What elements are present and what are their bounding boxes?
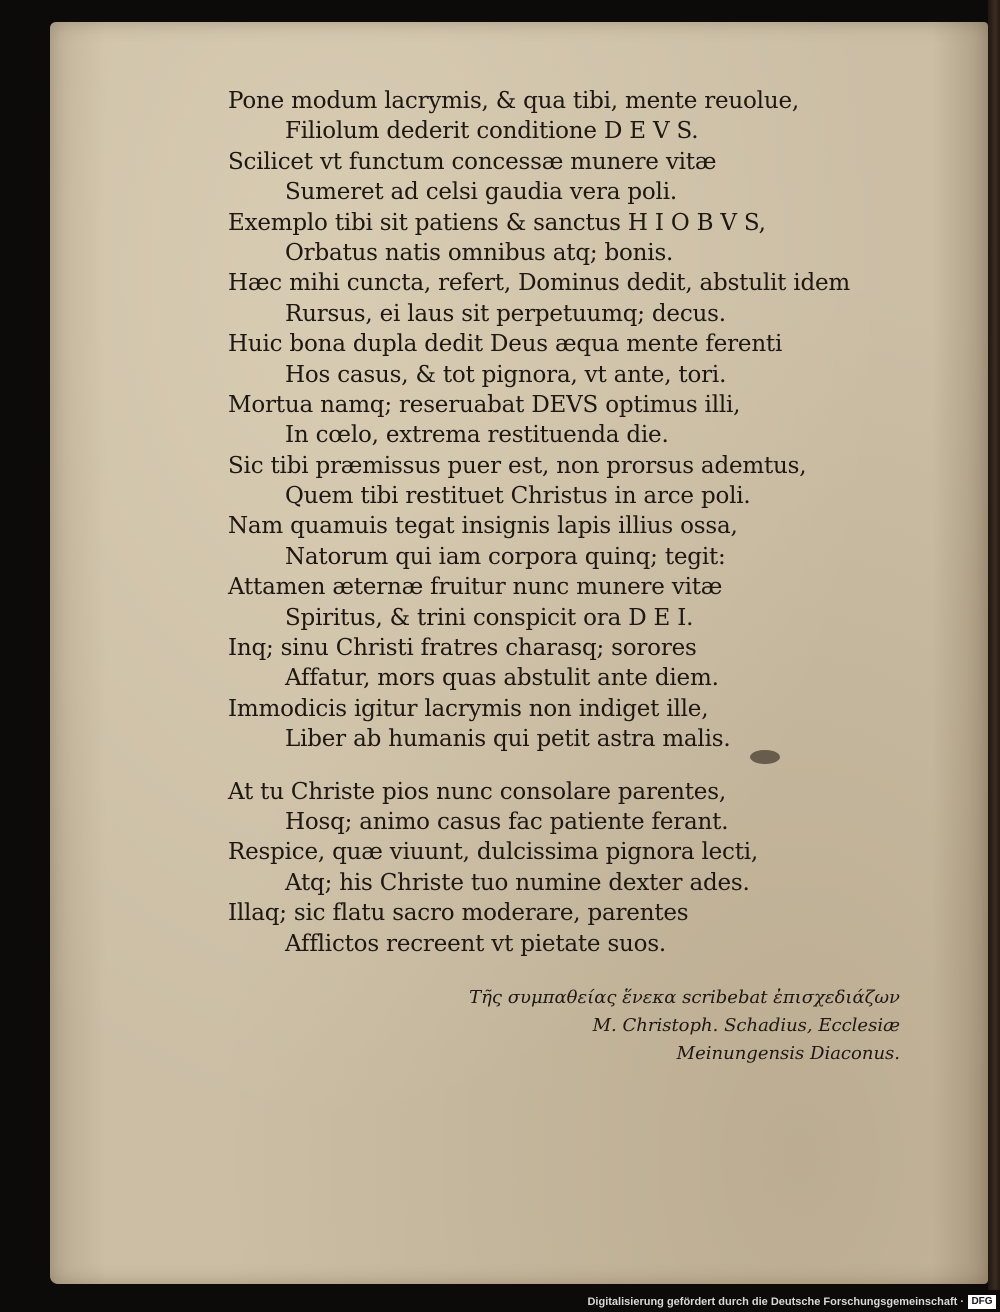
digitization-credit: Digitalisierung gefördert durch die Deutsche Forschungsgemeinschaft · bbox=[587, 1296, 964, 1308]
ink-blot bbox=[750, 750, 780, 764]
poem-line: Sic tibi præmissus puer est, non prorsus ademtus, bbox=[228, 452, 807, 479]
poem-line: Afflictos recreent vt pietate suos. bbox=[285, 930, 667, 957]
poem-line: Exemplo tibi sit patiens & sanctus H I O B V S, bbox=[228, 209, 766, 236]
poem-line: Huic bona dupla dedit Deus æqua mente ferenti bbox=[228, 331, 783, 358]
poem-line: Natorum qui iam corpora quinq; tegit: bbox=[285, 543, 726, 570]
poem-line: Rursus, ei laus sit perpetuumq; decus. bbox=[285, 300, 726, 327]
poem-line: Attamen æternæ fruitur nunc munere vitæ bbox=[228, 574, 723, 601]
poem-line: Pone modum lacrymis, & qua tibi, mente reuolue, bbox=[228, 88, 799, 114]
poem-line: At tu Christe pios nunc consolare parentes, bbox=[228, 778, 726, 805]
poem-line: Orbatus natis omnibus atq; bonis. bbox=[285, 239, 674, 266]
stanza-1 bbox=[228, 86, 908, 755]
poem-line: In cœlo, extrema restituenda die. bbox=[285, 422, 669, 449]
poem-line: Nam quamuis tegat insignis lapis illius ossa, bbox=[228, 513, 738, 540]
poem-line: Affatur, mors quas abstulit ante diem. bbox=[285, 665, 719, 692]
stanza-2 bbox=[228, 777, 908, 959]
poem-line: Mortua namq; reseruabat DEVS optimus illi, bbox=[228, 391, 741, 418]
poem-line: Immodicis igitur lacrymis non indiget ille, bbox=[228, 695, 709, 722]
signature-office: Meinungensis Diaconus. bbox=[676, 1043, 900, 1064]
poem-line: Illaq; sic flatu sacro moderare, parentes bbox=[228, 900, 689, 927]
signature-line-greek: Τῆς συμπαθείας ἕνεκα scribebat ἐπισχεδιάζων bbox=[469, 987, 900, 1008]
poem-line: Respice, quæ viuunt, dulcissima pignora lecti, bbox=[228, 839, 759, 866]
poem-line: Filiolum dederit conditione D E V S. bbox=[285, 118, 699, 145]
poem-line: Inq; sinu Christi fratres charasq; sorores bbox=[228, 635, 697, 662]
dfg-logo: DFG bbox=[968, 1295, 996, 1309]
poem bbox=[228, 86, 908, 959]
poem-line: Quem tibi restituet Christus in arce poli. bbox=[285, 483, 751, 510]
signature-block bbox=[469, 984, 900, 1068]
book-page bbox=[50, 22, 988, 1284]
poem-line: Liber ab humanis qui petit astra malis. bbox=[285, 726, 731, 753]
poem-line: Hæc mihi cuncta, refert, Dominus dedit, abstulit idem bbox=[228, 270, 851, 297]
poem-line: Atq; his Christe tuo numine dexter ades. bbox=[285, 869, 750, 896]
poem-line: Spiritus, & trini conspicit ora D E I. bbox=[285, 604, 694, 631]
poem-line: Sumeret ad celsi gaudia vera poli. bbox=[285, 179, 677, 206]
book-edge bbox=[988, 0, 1000, 1290]
poem-line: Hosq; animo casus fac patiente ferant. bbox=[285, 808, 729, 835]
signature-author: M. Christoph. Schadius, Ecclesiæ bbox=[592, 1015, 900, 1036]
poem-line: Scilicet vt functum concessæ munere vitæ bbox=[228, 148, 717, 175]
poem-line: Hos casus, & tot pignora, vt ante, tori. bbox=[285, 361, 727, 388]
